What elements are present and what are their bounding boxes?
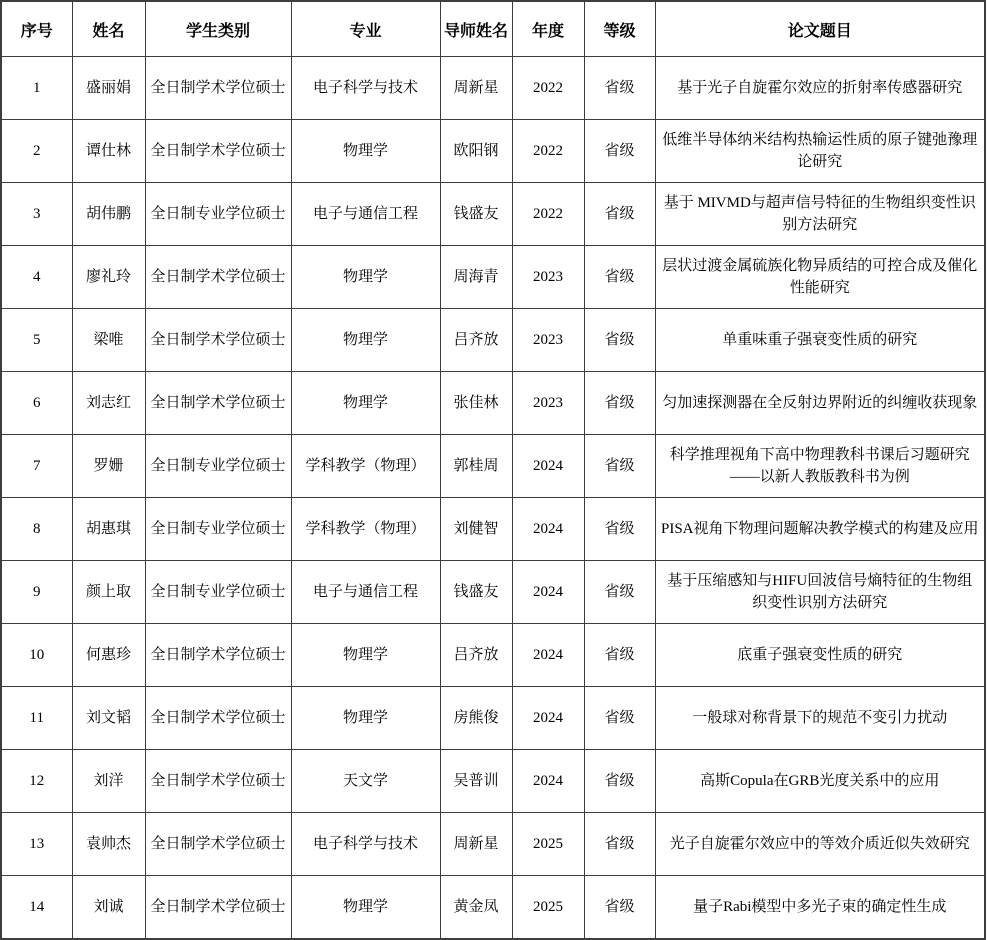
- cell-category: 全日制学术学位硕士: [145, 813, 291, 876]
- cell-title: 低维半导体纳米结构热输运性质的原子键弛豫理论研究: [655, 120, 985, 183]
- cell-level: 省级: [584, 498, 655, 561]
- cell-level: 省级: [584, 120, 655, 183]
- cell-advisor: 房熊俊: [440, 687, 512, 750]
- cell-advisor: 周海青: [440, 246, 512, 309]
- cell-no: 5: [1, 309, 72, 372]
- cell-no: 8: [1, 498, 72, 561]
- cell-category: 全日制专业学位硕士: [145, 183, 291, 246]
- cell-level: 省级: [584, 183, 655, 246]
- column-header-advisor: 导师姓名: [440, 1, 512, 57]
- cell-name: 胡惠琪: [72, 498, 145, 561]
- cell-level: 省级: [584, 372, 655, 435]
- cell-title: PISA视角下物理问题解决教学模式的构建及应用: [655, 498, 985, 561]
- cell-major: 电子科学与技术: [291, 813, 440, 876]
- column-header-level: 等级: [584, 1, 655, 57]
- cell-no: 6: [1, 372, 72, 435]
- cell-title: 高斯Copula在GRB光度关系中的应用: [655, 750, 985, 813]
- cell-title: 光子自旋霍尔效应中的等效介质近似失效研究: [655, 813, 985, 876]
- cell-category: 全日制学术学位硕士: [145, 750, 291, 813]
- cell-year: 2025: [512, 876, 584, 940]
- cell-no: 12: [1, 750, 72, 813]
- table-row: [1, 120, 985, 183]
- cell-level: 省级: [584, 876, 655, 940]
- cell-major: 电子与通信工程: [291, 183, 440, 246]
- table-row: [1, 246, 985, 309]
- cell-level: 省级: [584, 750, 655, 813]
- cell-level: 省级: [584, 309, 655, 372]
- table-row: [1, 498, 985, 561]
- cell-advisor: 郭桂周: [440, 435, 512, 498]
- cell-name: 刘诚: [72, 876, 145, 940]
- cell-no: 1: [1, 57, 72, 120]
- cell-year: 2023: [512, 246, 584, 309]
- cell-level: 省级: [584, 687, 655, 750]
- cell-major: 电子科学与技术: [291, 57, 440, 120]
- cell-major: 物理学: [291, 120, 440, 183]
- cell-major: 天文学: [291, 750, 440, 813]
- cell-title: 基于 MIVMD与超声信号特征的生物组织变性识别方法研究: [655, 183, 985, 246]
- cell-name: 刘文韬: [72, 687, 145, 750]
- cell-category: 全日制学术学位硕士: [145, 57, 291, 120]
- cell-no: 7: [1, 435, 72, 498]
- cell-title: 量子Rabi模型中多光子束的确定性生成: [655, 876, 985, 940]
- cell-no: 14: [1, 876, 72, 940]
- cell-level: 省级: [584, 624, 655, 687]
- cell-year: 2024: [512, 750, 584, 813]
- cell-name: 盛丽娟: [72, 57, 145, 120]
- table-row: [1, 372, 985, 435]
- table-row: [1, 876, 985, 940]
- cell-no: 10: [1, 624, 72, 687]
- cell-year: 2024: [512, 498, 584, 561]
- cell-major: 电子与通信工程: [291, 561, 440, 624]
- column-header-title: 论文题目: [655, 1, 985, 57]
- column-header-category: 学生类别: [145, 1, 291, 57]
- table-row: [1, 624, 985, 687]
- cell-level: 省级: [584, 57, 655, 120]
- cell-year: 2025: [512, 813, 584, 876]
- cell-no: 11: [1, 687, 72, 750]
- cell-category: 全日制专业学位硕士: [145, 498, 291, 561]
- cell-major: 物理学: [291, 624, 440, 687]
- cell-major: 物理学: [291, 309, 440, 372]
- cell-advisor: 吕齐放: [440, 309, 512, 372]
- cell-title: 层状过渡金属硫族化物异质结的可控合成及催化性能研究: [655, 246, 985, 309]
- table-row: [1, 183, 985, 246]
- cell-name: 梁唯: [72, 309, 145, 372]
- cell-category: 全日制专业学位硕士: [145, 435, 291, 498]
- cell-no: 9: [1, 561, 72, 624]
- cell-advisor: 欧阳钢: [440, 120, 512, 183]
- cell-title: 匀加速探测器在全反射边界附近的纠缠收获现象: [655, 372, 985, 435]
- cell-category: 全日制学术学位硕士: [145, 624, 291, 687]
- cell-category: 全日制专业学位硕士: [145, 561, 291, 624]
- cell-no: 13: [1, 813, 72, 876]
- cell-level: 省级: [584, 561, 655, 624]
- cell-no: 2: [1, 120, 72, 183]
- cell-title: 基于光子自旋霍尔效应的折射率传感器研究: [655, 57, 985, 120]
- cell-category: 全日制学术学位硕士: [145, 876, 291, 940]
- cell-advisor: 吕齐放: [440, 624, 512, 687]
- cell-category: 全日制学术学位硕士: [145, 687, 291, 750]
- cell-title: 一般球对称背景下的规范不变引力扰动: [655, 687, 985, 750]
- column-header-no: 序号: [1, 1, 72, 57]
- cell-advisor: 钱盛友: [440, 183, 512, 246]
- cell-category: 全日制学术学位硕士: [145, 120, 291, 183]
- cell-major: 学科教学（物理）: [291, 435, 440, 498]
- table-row: [1, 309, 985, 372]
- column-header-major: 专业: [291, 1, 440, 57]
- cell-year: 2024: [512, 561, 584, 624]
- cell-name: 袁帅杰: [72, 813, 145, 876]
- cell-major: 物理学: [291, 372, 440, 435]
- thesis-table-body: [1, 57, 985, 940]
- column-header-year: 年度: [512, 1, 584, 57]
- cell-name: 胡伟鹏: [72, 183, 145, 246]
- table-row: [1, 435, 985, 498]
- cell-year: 2022: [512, 183, 584, 246]
- cell-name: 谭仕林: [72, 120, 145, 183]
- cell-advisor: 刘健智: [440, 498, 512, 561]
- table-row: [1, 813, 985, 876]
- cell-title: 单重味重子强衰变性质的研究: [655, 309, 985, 372]
- cell-year: 2022: [512, 57, 584, 120]
- cell-year: 2022: [512, 120, 584, 183]
- table-row: [1, 561, 985, 624]
- cell-year: 2024: [512, 687, 584, 750]
- cell-year: 2024: [512, 624, 584, 687]
- cell-category: 全日制学术学位硕士: [145, 372, 291, 435]
- cell-name: 罗姗: [72, 435, 145, 498]
- cell-level: 省级: [584, 813, 655, 876]
- cell-name: 廖礼玲: [72, 246, 145, 309]
- cell-level: 省级: [584, 246, 655, 309]
- table-row: [1, 750, 985, 813]
- cell-advisor: 黄金凤: [440, 876, 512, 940]
- cell-name: 刘志红: [72, 372, 145, 435]
- cell-advisor: 吴普训: [440, 750, 512, 813]
- cell-advisor: 周新星: [440, 57, 512, 120]
- table-row: [1, 687, 985, 750]
- cell-title: 基于压缩感知与HIFU回波信号熵特征的生物组织变性识别方法研究: [655, 561, 985, 624]
- cell-title: 底重子强衰变性质的研究: [655, 624, 985, 687]
- table-header-row: [1, 1, 985, 57]
- cell-year: 2023: [512, 372, 584, 435]
- cell-year: 2024: [512, 435, 584, 498]
- cell-no: 3: [1, 183, 72, 246]
- cell-year: 2023: [512, 309, 584, 372]
- cell-name: 何惠珍: [72, 624, 145, 687]
- table-row: [1, 57, 985, 120]
- cell-category: 全日制学术学位硕士: [145, 309, 291, 372]
- cell-major: 物理学: [291, 246, 440, 309]
- cell-major: 学科教学（物理）: [291, 498, 440, 561]
- cell-level: 省级: [584, 435, 655, 498]
- column-header-name: 姓名: [72, 1, 145, 57]
- cell-major: 物理学: [291, 687, 440, 750]
- cell-advisor: 张佳林: [440, 372, 512, 435]
- cell-no: 4: [1, 246, 72, 309]
- cell-major: 物理学: [291, 876, 440, 940]
- cell-name: 颜上取: [72, 561, 145, 624]
- cell-name: 刘洋: [72, 750, 145, 813]
- cell-category: 全日制学术学位硕士: [145, 246, 291, 309]
- cell-title: 科学推理视角下高中物理教科书课后习题研究——以新人教版教科书为例: [655, 435, 985, 498]
- cell-advisor: 钱盛友: [440, 561, 512, 624]
- cell-advisor: 周新星: [440, 813, 512, 876]
